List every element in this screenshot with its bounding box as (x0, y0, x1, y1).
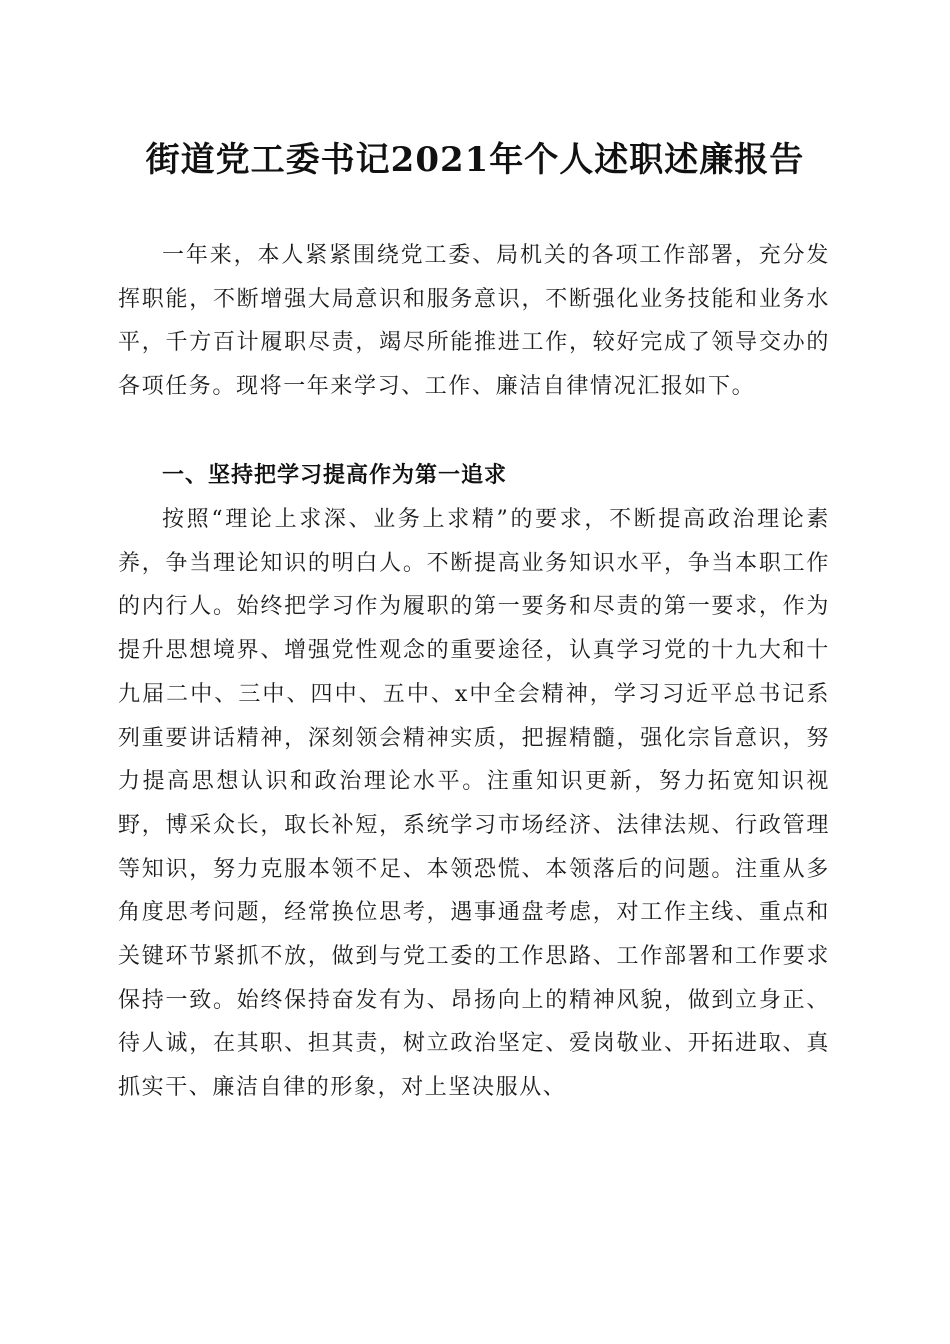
document-title: 街道党工委书记2021年个人述职述廉报告 (145, 140, 805, 180)
section-paragraph: 按照“理论上求深、业务上求精”的要求，不断提高政治理论素养，争当理论知识的明白人。不断提高业务知识水平，争当本职工作的内行人。始终把学习作为履职的第一要务和尽责的第一要求，作为提升思想境界、增强党性观念的重要途径，认真学习党的十九大和十九届二中、三中、四中、五中、x中全会精神，学习习近平总书记系列重要讲话精神，深刻领会精神实质，把握精髓，强化宗旨意识，努力提高思想认识和政治理论水平。注重知识更新，努力拓宽知识视野，博采众长，取长补短，系统学习市场经济、法律法规、行政管理等知识，努力克服本领不足、本领恐慌、本领落后的问题。注重从多角度思考问题，经常换位思考，遇事通盘考虑，对工作主线、重点和关键环节紧抓不放，做到与党工委的工作思路、工作部署和工作要求保持一致。始终保持奋发有为、昂扬向上的精神风貌，做到立身正、待人诚，在其职、担其责，树立政治坚定、爱岗敬业、开拓进取、真抓实干、廉洁自律的形象，对上坚决服从、 (118, 507, 830, 1101)
section-heading: 一、坚持把学习提高作为第一追求 (162, 463, 508, 488)
intro-paragraph: 一年来，本人紧紧围绕党工委、局机关的各项工作部署，充分发挥职能，不断增强大局意识和服务意识，不断强化业务技能和业务水平，千方百计履职尽责，竭尽所能推进工作，较好完成了领导交办的各项任务。现将一年来学习、工作、廉洁自律情况汇报如下。 (118, 243, 830, 400)
